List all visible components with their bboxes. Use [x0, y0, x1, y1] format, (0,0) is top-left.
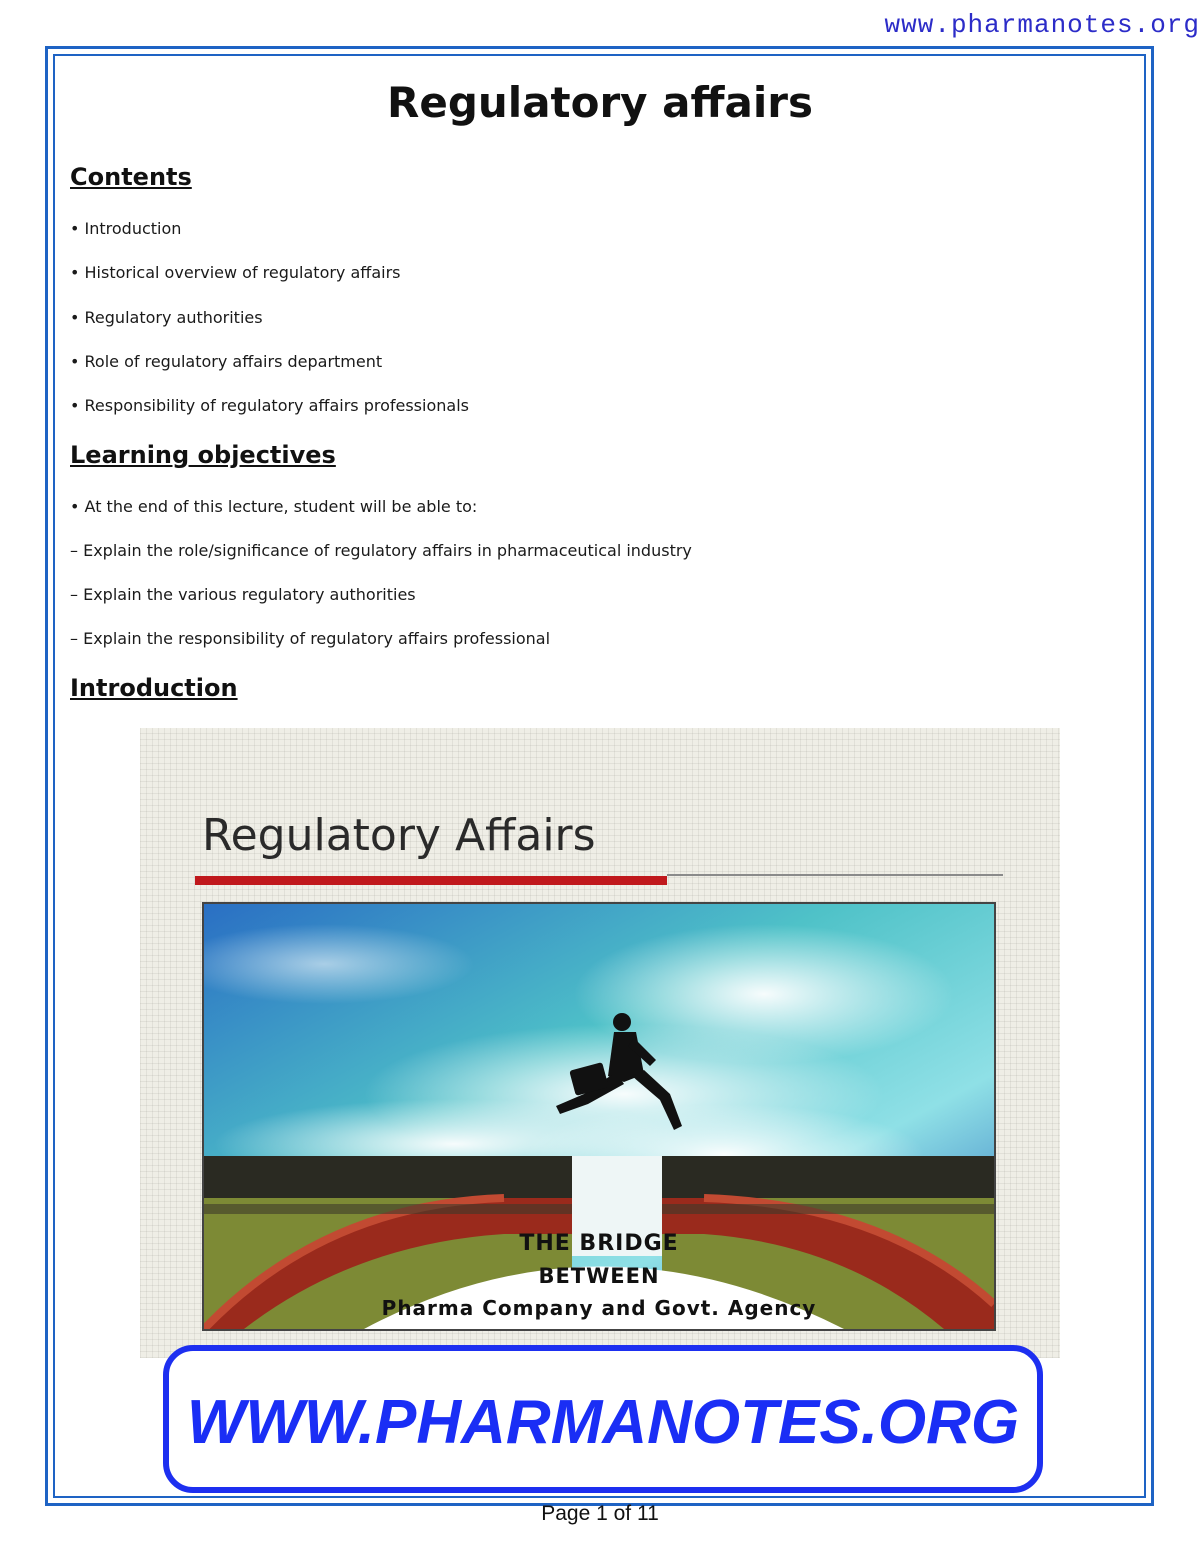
objective-item: – Explain the responsibility of regulatory affairs professional: [70, 629, 551, 648]
page-number: Page 1 of 11: [541, 1502, 659, 1525]
site-link[interactable]: www.pharmanotes.org: [884, 10, 1200, 40]
slide-title: Regulatory Affairs: [202, 810, 596, 861]
contents-item: • Regulatory authorities: [70, 308, 263, 327]
contents-heading: Contents: [70, 163, 192, 191]
objective-item: – Explain the role/significance of regulatory affairs in pharmaceutical industry: [70, 541, 692, 560]
introduction-heading: Introduction: [70, 674, 238, 702]
slide-rule-red: [195, 876, 667, 885]
watermark-text: WWW.PHARMANOTES.ORG: [186, 1388, 1020, 1457]
slide-caption-line: THE BRIDGE: [519, 1231, 679, 1256]
slide-rule-gray: [667, 874, 1003, 876]
objective-item: – Explain the various regulatory authorities: [70, 585, 416, 604]
introduction-slide-image: [140, 728, 1060, 1358]
contents-item: • Historical overview of regulatory affairs: [70, 263, 401, 282]
slide-caption-line: Pharma Company and Govt. Agency: [381, 1296, 817, 1320]
slide-caption-line: BETWEEN: [538, 1264, 660, 1288]
contents-item: • Introduction: [70, 219, 182, 238]
objective-item: • At the end of this lecture, student will be able to:: [70, 497, 478, 516]
watermark-banner: [163, 1345, 1043, 1493]
contents-item: • Responsibility of regulatory affairs professionals: [70, 396, 469, 415]
contents-item: • Role of regulatory affairs department: [70, 352, 383, 371]
document-title: Regulatory affairs: [387, 78, 813, 127]
objectives-heading: Learning objectives: [70, 441, 336, 469]
bridge-photo: [202, 902, 996, 1331]
